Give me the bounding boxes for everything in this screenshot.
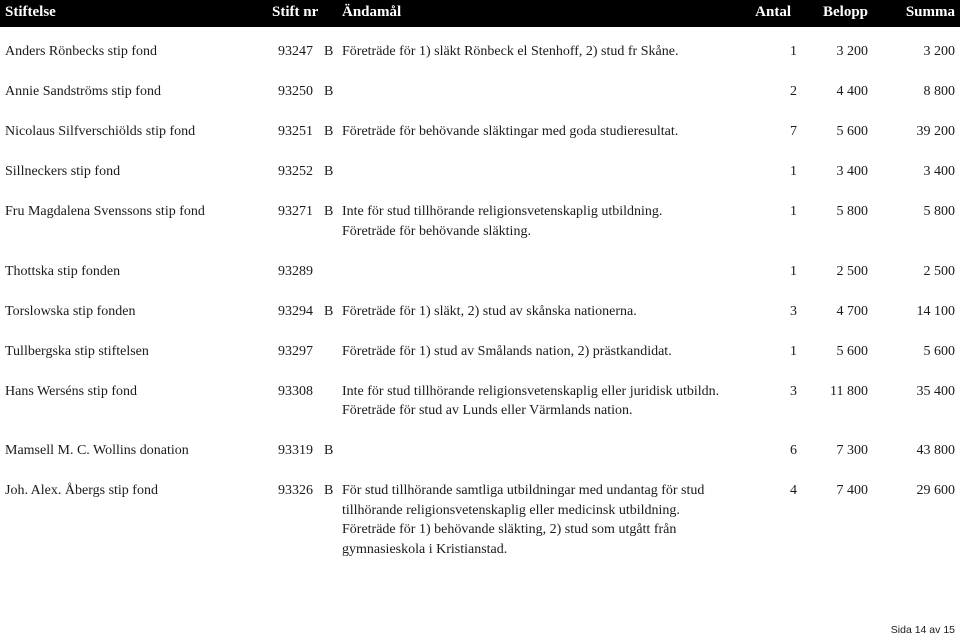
amount-value: 7 400 bbox=[836, 483, 868, 498]
amount-value: 5 600 bbox=[836, 124, 868, 139]
sum-value: 5 800 bbox=[923, 204, 955, 219]
purpose-text bbox=[342, 481, 742, 559]
purpose-line: För stud tillhörande samtliga utbildningar med undantag för stud bbox=[342, 483, 705, 498]
count-value: 2 bbox=[790, 84, 797, 99]
column-header-summa: Summa bbox=[905, 4, 955, 20]
fund-number: 93271 bbox=[278, 204, 313, 219]
purpose-line: Företräde för 1) släkt Rönbeck el Stenhoff, 2) stud fr Skåne. bbox=[342, 44, 679, 59]
purpose-text bbox=[342, 441, 742, 461]
count-value: 1 bbox=[790, 204, 797, 219]
purpose-line: Företräde för 1) släkt, 2) stud av skånska nationerna. bbox=[342, 303, 637, 319]
purpose-line: Företräde för 1) stud av Smålands nation, 2) prästkandidat. bbox=[342, 343, 672, 359]
sum-value: 8 800 bbox=[923, 84, 955, 99]
fund-number: 93289 bbox=[278, 263, 313, 279]
fund-name: Tullbergska stip stiftelsen bbox=[5, 343, 149, 359]
purpose-line: tillhörande religionsvetenskaplig eller medicinsk utbildning. bbox=[342, 502, 680, 518]
fund-number: 93250 bbox=[278, 84, 313, 99]
purpose-line: Företräde för 1) behövande släkting, 2) stud som utgått från bbox=[342, 522, 677, 537]
page-number: Sida 14 av 15 bbox=[890, 624, 955, 636]
fund-name: Sillneckers stip fond bbox=[5, 164, 121, 179]
fund-number: 93251 bbox=[278, 124, 313, 139]
count-value: 4 bbox=[790, 483, 797, 498]
fund-number: 93319 bbox=[278, 443, 313, 458]
sum-value: 3 400 bbox=[923, 164, 955, 179]
fund-name: Hans Werséns stip fond bbox=[5, 383, 137, 399]
table-row bbox=[0, 187, 960, 247]
count-value: 3 bbox=[790, 383, 797, 399]
table-row bbox=[0, 67, 960, 107]
purpose-line: Inte för stud tillhörande religionsvetenskaplig utbildning. bbox=[342, 204, 663, 219]
sum-value: 35 400 bbox=[916, 383, 955, 399]
fund-code: B bbox=[324, 443, 334, 458]
table-row bbox=[0, 367, 960, 427]
amount-value: 5 600 bbox=[836, 343, 868, 359]
table-row bbox=[0, 327, 960, 367]
purpose-text bbox=[342, 302, 742, 322]
sum-value: 2 500 bbox=[923, 263, 955, 279]
table-body bbox=[0, 27, 960, 565]
fund-code: B bbox=[324, 204, 334, 219]
fund-code: B bbox=[324, 483, 334, 498]
table-row bbox=[0, 426, 960, 466]
fund-name: Joh. Alex. Åbergs stip fond bbox=[5, 483, 158, 498]
amount-value: 7 300 bbox=[836, 443, 868, 458]
column-header-belopp: Belopp bbox=[822, 4, 868, 20]
fund-name: Thottska stip fonden bbox=[5, 263, 121, 279]
table-row bbox=[0, 147, 960, 187]
sum-value: 29 600 bbox=[916, 483, 955, 498]
purpose-line: Företräde för behövande släkting. bbox=[342, 223, 531, 239]
fund-name: Mamsell M. C. Wollins donation bbox=[5, 443, 189, 458]
fund-name: Fru Magdalena Svenssons stip fond bbox=[5, 204, 205, 219]
sum-value: 3 200 bbox=[923, 44, 955, 59]
fund-number: 93294 bbox=[278, 303, 313, 319]
amount-value: 2 500 bbox=[836, 263, 868, 279]
column-header-stiftelse: Stiftelse bbox=[5, 4, 56, 20]
count-value: 1 bbox=[790, 44, 797, 59]
table-row bbox=[0, 287, 960, 327]
table-row bbox=[0, 107, 960, 147]
fund-number: 93308 bbox=[278, 383, 313, 399]
count-value: 1 bbox=[790, 343, 797, 359]
sum-value: 43 800 bbox=[916, 443, 955, 458]
fund-name: Torslowska stip fonden bbox=[5, 303, 136, 319]
table-header bbox=[0, 0, 960, 27]
amount-value: 4 700 bbox=[836, 303, 868, 319]
amount-value: 11 800 bbox=[830, 383, 868, 399]
count-value: 3 bbox=[790, 303, 797, 319]
count-value: 6 bbox=[790, 443, 797, 458]
purpose-text bbox=[342, 342, 742, 362]
fund-number: 93297 bbox=[278, 343, 313, 359]
table-row bbox=[0, 247, 960, 287]
column-header-andamal: Ändamål bbox=[342, 4, 402, 20]
fund-code: B bbox=[324, 84, 334, 99]
fund-code: B bbox=[324, 44, 334, 59]
fund-name: Nicolaus Silfverschiölds stip fond bbox=[5, 124, 196, 139]
purpose-text bbox=[342, 162, 742, 182]
fund-code: B bbox=[324, 164, 334, 179]
purpose-text bbox=[342, 382, 742, 421]
fund-name: Annie Sandströms stip fond bbox=[5, 84, 161, 99]
column-header-stift-nr: Stift nr bbox=[272, 4, 319, 20]
amount-value: 5 800 bbox=[836, 204, 868, 219]
fund-name: Anders Rönbecks stip fond bbox=[5, 44, 158, 59]
sum-value: 14 100 bbox=[916, 303, 955, 319]
fund-code: B bbox=[324, 124, 334, 139]
column-header-antal: Antal bbox=[755, 4, 791, 20]
count-value: 7 bbox=[790, 124, 797, 139]
fund-code: B bbox=[324, 303, 334, 319]
amount-value: 3 200 bbox=[836, 44, 868, 59]
fund-number: 93326 bbox=[278, 483, 313, 498]
fund-number: 93247 bbox=[278, 44, 313, 59]
purpose-text bbox=[342, 82, 742, 102]
count-value: 1 bbox=[790, 164, 797, 179]
purpose-text bbox=[342, 122, 742, 142]
purpose-text bbox=[342, 262, 742, 282]
amount-value: 3 400 bbox=[836, 164, 868, 179]
purpose-text bbox=[342, 42, 742, 62]
purpose-text bbox=[342, 202, 742, 241]
fund-number: 93252 bbox=[278, 164, 313, 179]
sum-value: 5 600 bbox=[923, 343, 955, 359]
purpose-line: Företräde för behövande släktingar med goda studieresultat. bbox=[342, 124, 679, 139]
table-row bbox=[0, 27, 960, 67]
sum-value: 39 200 bbox=[916, 124, 955, 139]
count-value: 1 bbox=[790, 263, 797, 279]
amount-value: 4 400 bbox=[836, 84, 868, 99]
purpose-line: Företräde för stud av Lunds eller Värmlands nation. bbox=[342, 403, 633, 418]
purpose-line: gymnasieskola i Kristianstad. bbox=[342, 541, 508, 557]
purpose-line: Inte för stud tillhörande religionsvetenskaplig eller juridisk utbildn. bbox=[342, 383, 720, 399]
table-row bbox=[0, 466, 960, 565]
